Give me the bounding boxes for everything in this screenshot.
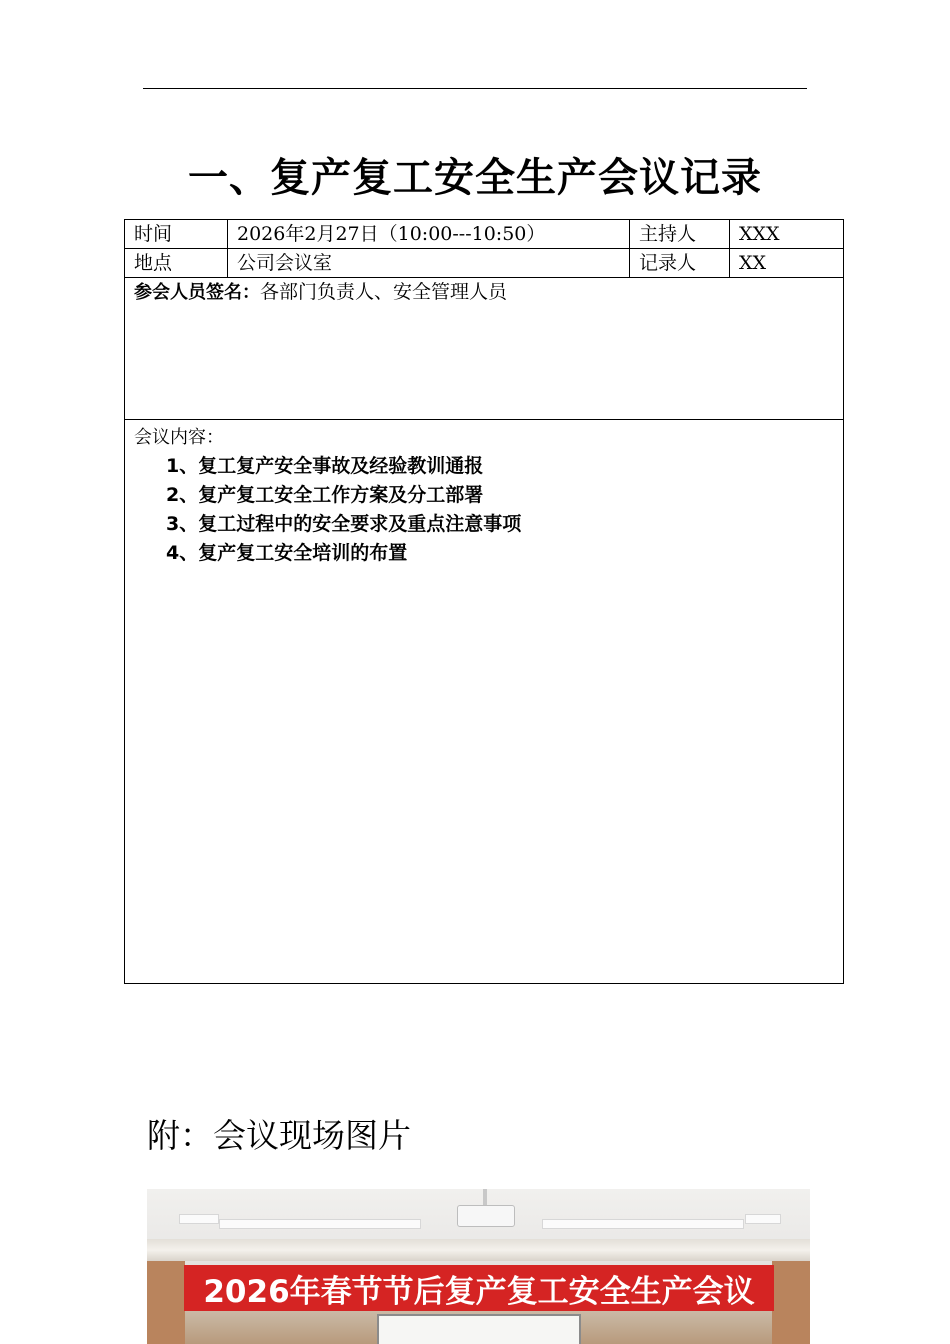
agenda-item: 3、复工过程中的安全要求及重点注意事项 [166,513,522,535]
meeting-record-table [124,219,844,984]
attendees-label: 参会人员签名： [134,282,260,303]
ceiling-light [745,1214,781,1224]
attendees-value: 各部门负责人、安全管理人员 [260,281,508,303]
projection-screen [377,1314,581,1344]
header-rule [143,88,807,89]
projector [457,1205,515,1227]
meeting-photo [147,1189,810,1344]
time-label: 时间 [125,220,228,249]
time-value: 2026年2月27日（10:00---10:50） [228,220,630,249]
location-value: 公司会议室 [228,249,630,278]
attendees-cell [125,278,844,420]
appendix-heading: 附：会议现场图片 [147,1116,411,1155]
projector-mount [483,1189,487,1205]
agenda-item: 1、复工复产安全事故及经验教训通报 [166,455,484,477]
host-value: XXX [730,220,844,249]
table-row-attendees [125,278,844,420]
wall-pillar [147,1261,185,1344]
ceiling-light [219,1219,421,1229]
table-row-time [125,220,844,249]
location-label: 地点 [125,249,228,278]
banner-text: 2026年春节节后复产复工安全生产会议 [203,1273,755,1310]
meeting-banner [184,1265,774,1311]
agenda-item: 4、复产复工安全培训的布置 [166,542,408,564]
wall-pillar [772,1261,810,1344]
agenda-list [134,452,843,568]
ceiling-light [542,1219,744,1229]
ceiling-light [179,1214,219,1224]
content-label: 会议内容： [134,427,224,448]
ceiling-molding [147,1239,810,1261]
recorder-label: 记录人 [630,249,730,278]
page-title: 一、复产复工安全生产会议记录 [188,155,762,201]
agenda-item: 2、复产复工安全工作方案及分工部署 [166,484,484,506]
table-row-location [125,249,844,278]
table-row-content [125,420,844,984]
recorder-value: XX [730,249,844,278]
host-label: 主持人 [630,220,730,249]
content-cell [125,420,844,984]
